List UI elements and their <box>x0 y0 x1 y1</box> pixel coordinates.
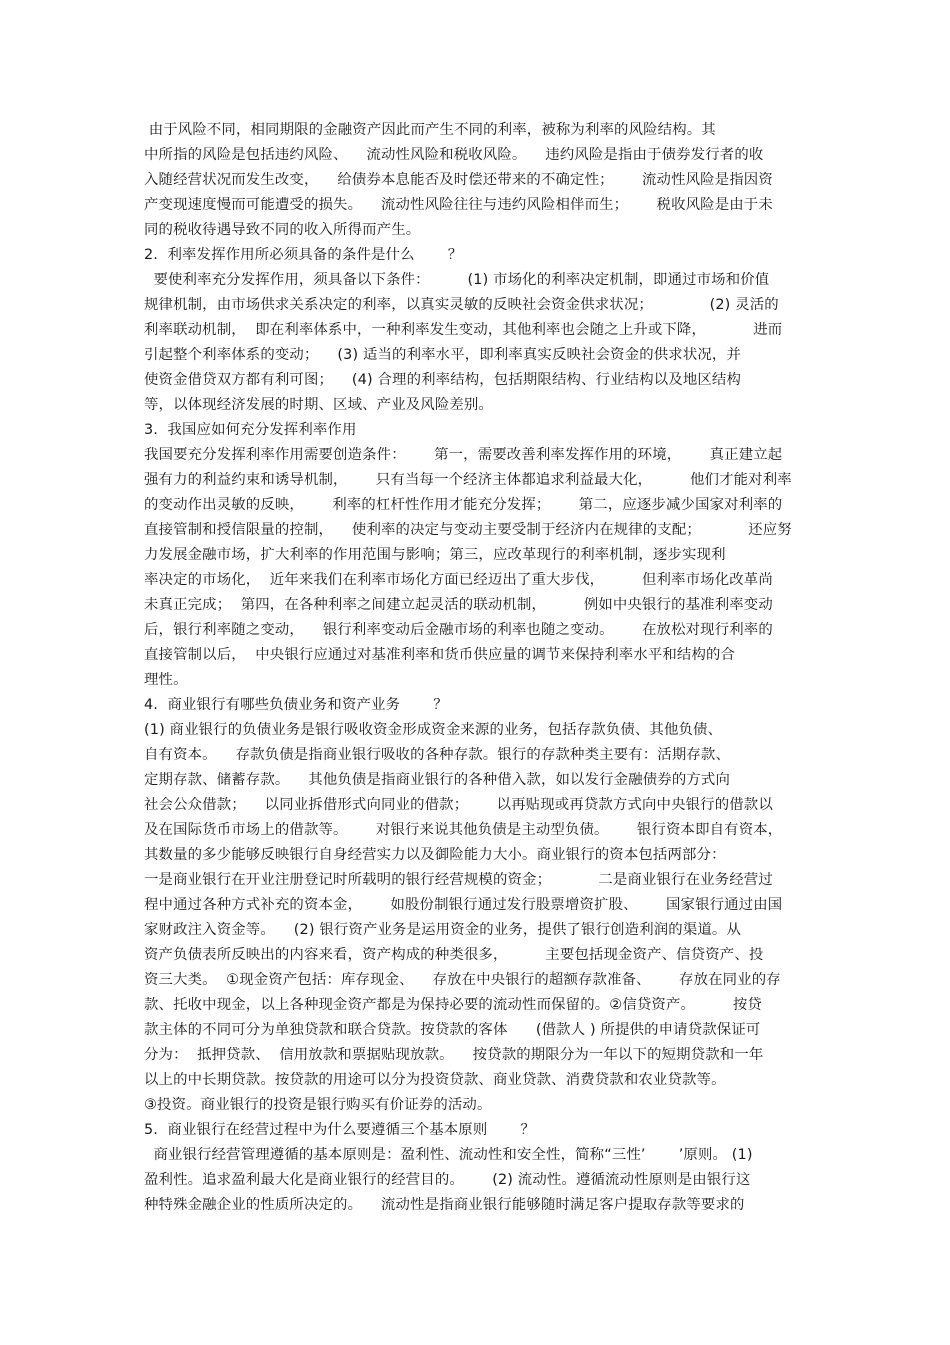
text-line: 款主体的不同可分为单独贷款和联合贷款。按贷款的客体 (借款人 ) 所提供的申请贷款保证可 <box>144 1022 761 1038</box>
text-line: 直接管制和授信限量的控制， 使利率的决定与变动主要受制于经济内在规律的支配； 还应努 <box>144 522 792 538</box>
text-line: 直接管制以后， 中央银行应通过对基准利率和货币供应量的调节来保持利率水平和结构的合 <box>144 647 736 663</box>
text-line: 社会公众借款； 以同业拆借形式向同业的借款； 以再贴现或再贷款方式向中央银行的借款以 <box>144 797 773 813</box>
question-heading: 2. 利率发挥作用所必须具备的条件是什么 ？ <box>144 247 463 263</box>
text-line: 产变现速度慢而可能遭受的损失。 流动性风险往往与违约风险相伴而生； 税收风险是由于未 <box>144 197 773 213</box>
text-line: 利率联动机制， 即在利率体系中，一种利率发生变动，其他利率也会随之上升或下降， 进而 <box>144 322 783 338</box>
text-line: ③投资。商业银行的投资是银行购买有价证券的活动。 <box>144 1097 492 1113</box>
text-line: 资产负债表所反映出的内容来看，资产构成的种类很多， 主要包括现金资产、信贷资产、投 <box>144 947 764 963</box>
text-line: 分为： 抵押贷款、 信用放款和票据贴现放款。 按贷款的期限分为一年以下的短期贷款和一年 <box>144 1047 764 1063</box>
text-line: 其数量的多少能够反映银行自身经营实力以及御险能力大小。商业银行的资本包括两部分： <box>144 847 726 863</box>
text-line: 后，银行利率随之变动， 银行利率变动后金融市场的利率也随之变动。 在放松对现行利率的 <box>144 622 773 638</box>
text-line: 率决定的市场化， 近年来我们在利率市场化方面已经迈出了重大步伐， 但利率市场化改革尚 <box>144 572 773 588</box>
text-line: 家财政注入资金等。 (2) 银行资产业务是运用资金的业务，提供了银行创造利润的渠道。从 <box>144 922 742 938</box>
text-line: 以上的中长期贷款。按贷款的用途可以分为投资贷款、商业贷款、消费贷款和农业贷款等。 <box>144 1072 726 1088</box>
text-line: 的变动作出灵敏的反映， 利率的杠杆性作用才能充分发挥； 第二，应逐步减少国家对利率的 <box>144 497 783 513</box>
text-line: 引起整个利率体系的变动； (3) 适当的利率水平，即利率真实反映社会资金的供求状况，并 <box>144 347 742 363</box>
text-line: 中所指的风险是包括违约风险、 流动性风险和税收风险。 违约风险是指由于债券发行者的收 <box>144 147 764 163</box>
text-line: 我国要充分发挥利率作用需要创造条件： 第一，需要改善利率发挥作用的环境， 真正建立起 <box>144 447 783 463</box>
text-line: 程中通过各种方式补充的资本金， 如股份制银行通过发行股票增资扩股、 国家银行通过由国 <box>144 897 783 913</box>
text-line: 理性。 <box>144 672 188 688</box>
text-line: 入随经营状况而发生改变， 给债券本息能否及时偿还带来的不确定性； 流动性风险是指因资 <box>144 172 773 188</box>
text-line: 未真正完成； 第四，在各种利率之间建立起灵活的联动机制， 例如中央银行的基准利率变动 <box>144 597 773 613</box>
text-line: 规律机制，由市场供求关系决定的利率，以真实灵敏的反映社会资金供求状况； (2) 灵活的 <box>144 297 779 313</box>
text-line: 及在国际货币市场上的借款等。 对银行来说其他负债是主动型负债。 银行资本即自有资本， <box>144 822 783 838</box>
text-line: 资三大类。 ①现金资产包括：库存现金、 存放在中央银行的超额存款准备、 存放在同业的存 <box>144 972 781 988</box>
text-line: 强有力的利益约束和诱导机制， 只有当每一个经济主体都追求利益最大化， 他们才能对利率 <box>144 472 792 488</box>
text-line: 同的税收待遇导致不同的收入所得而产生。 <box>144 222 421 238</box>
text-line: 力发展金融市场，扩大利率的作用范围与影响；第三，应改革现行的利率机制，逐步实现利 <box>144 547 726 563</box>
text-line: 自有资本。 存款负债是指商业银行吸收的各种存款。银行的存款种类主要有：活期存款、 <box>144 747 730 763</box>
text-line: 款、托收中现金，以上各种现金资产都是为保持必要的流动性而保留的。②信贷资产。 按贷 <box>144 997 762 1013</box>
question-heading: 5. 商业银行在经营过程中为什么要遵循三个基本原则 ？ <box>144 1122 535 1138</box>
question-heading: 3. 我国应如何充分发挥利率作用 <box>144 422 357 438</box>
text-line: 商业银行经营管理遵循的基本原则是：盈利性、流动性和安全性，简称“三性’ ’原则。 (1) <box>144 1147 753 1163</box>
text-line: (1) 商业银行的负债业务是银行吸收资金形成资金来源的业务，包括存款负债、其他负债、 <box>144 722 723 738</box>
question-heading: 4. 商业银行有哪些负债业务和资产业务 ？ <box>144 697 448 713</box>
text-line: 种特殊金融企业的性质所决定的。 流动性是指商业银行能够随时满足客户提取存款等要求的 <box>144 1197 745 1213</box>
text-line: 由于风险不同，相同期限的金融资产因此而产生不同的利率，被称为利率的风险结构。其 <box>144 122 716 138</box>
text-line: 要使利率充分发挥作用，须具备以下条件： (1) 市场化的利率决定机制，即通过市场和价值 <box>144 272 770 288</box>
text-line: 等，以体现经济发展的时期、区域、产业及风险差别。 <box>144 397 493 413</box>
text-line: 使资金借贷双方都有利可图； (4) 合理的利率结构，包括期限结构、行业结构以及地区结构 <box>144 372 742 388</box>
text-line: 定期存款、储蓄存款。 其他负债是指商业银行的各种借入款，如以发行金融债券的方式向 <box>144 772 730 788</box>
text-line: 盈利性。追求盈利最大化是商业银行的经营目的。 (2) 流动性。遵循流动性原则是由银行这 <box>144 1172 751 1188</box>
text-line: 一是商业银行在开业注册登记时所载明的银行经营规模的资金； 二是商业银行在业务经营过 <box>144 872 773 888</box>
